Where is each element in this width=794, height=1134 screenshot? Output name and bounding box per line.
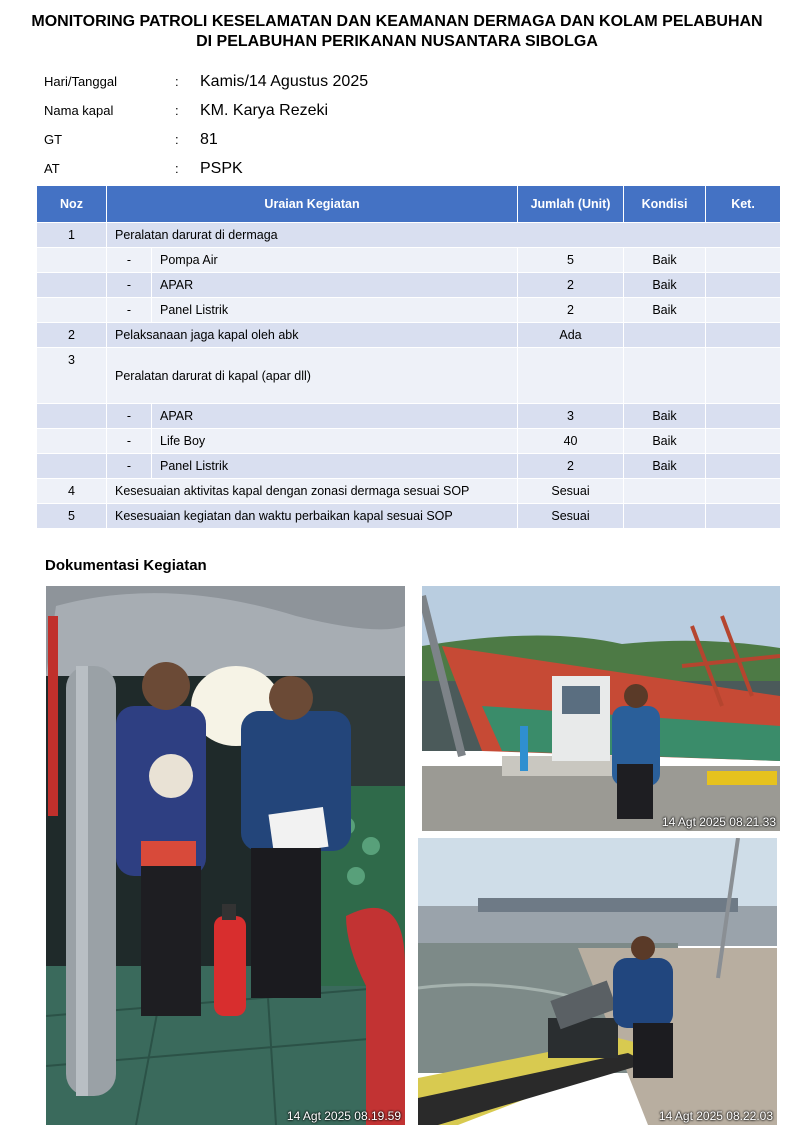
cell-ket (706, 273, 781, 298)
table-row (37, 454, 781, 479)
table-header-row (37, 186, 781, 223)
cell-jumlah: 3 (518, 404, 624, 429)
header-uraian: Uraian Kegiatan (107, 186, 518, 223)
cell-ket (706, 323, 781, 348)
page-title (20, 12, 774, 52)
cell-uraian: Pelaksanaan jaga kapal oleh abk (107, 323, 518, 348)
cell-ket (706, 348, 781, 404)
cell-jumlah: 5 (518, 248, 624, 273)
header-no: Noz (37, 186, 107, 223)
table-row (37, 298, 781, 323)
cell-kondisi: Baik (624, 454, 706, 479)
cell-ket (706, 248, 781, 273)
cell-item: Life Boy (152, 429, 518, 454)
cell-item: Pompa Air (152, 248, 518, 273)
cell-dash: - (107, 454, 152, 479)
meta-colon: : (175, 103, 179, 118)
cell-jumlah: Ada (518, 323, 624, 348)
table-row (37, 323, 781, 348)
cell-jumlah: Sesuai (518, 504, 624, 529)
table-row (37, 248, 781, 273)
cell-jumlah: 2 (518, 273, 624, 298)
cell-no (37, 248, 107, 273)
table-row (37, 504, 781, 529)
monitoring-table (36, 185, 781, 529)
photo-harbor-basin-image (418, 838, 777, 1125)
meta-colon: : (175, 161, 179, 176)
cell-no: 4 (37, 479, 107, 504)
cell-uraian: Peralatan darurat di dermaga (107, 223, 781, 248)
meta-label: AT (44, 161, 60, 176)
cell-item: APAR (152, 404, 518, 429)
cell-no (37, 429, 107, 454)
cell-item: Panel Listrik (152, 298, 518, 323)
cell-no: 2 (37, 323, 107, 348)
meta-row-gt (44, 125, 544, 154)
cell-kondisi: Baik (624, 273, 706, 298)
photo-timestamp: 14 Agt 2025 08.19.59 (286, 1109, 401, 1123)
meta-value: PSPK (200, 159, 243, 177)
cell-kondisi: Baik (624, 298, 706, 323)
meta-label: Nama kapal (44, 103, 114, 118)
photo-dock-panel-image (422, 586, 780, 831)
cell-no: 1 (37, 223, 107, 248)
cell-kondisi (624, 348, 706, 404)
cell-no (37, 273, 107, 298)
meta-value: Kamis/14 Agustus 2025 (200, 72, 369, 90)
cell-jumlah (518, 348, 624, 404)
header-kondisi: Kondisi (624, 186, 706, 223)
cell-jumlah: 40 (518, 429, 624, 454)
cell-item: APAR (152, 273, 518, 298)
table-row (37, 348, 781, 404)
meta-colon: : (175, 74, 179, 89)
meta-row-ship (44, 96, 544, 125)
photo-dock-panel (422, 586, 780, 831)
photo-harbor-basin (418, 838, 777, 1125)
meta-section (44, 67, 544, 183)
photo-engine-room (46, 586, 405, 1125)
cell-ket (706, 454, 781, 479)
meta-label: GT (44, 132, 63, 147)
cell-dash: - (107, 298, 152, 323)
table-row (37, 273, 781, 298)
documentation-title: Dokumentasi Kegiatan (45, 557, 207, 574)
table-row (37, 429, 781, 454)
photo-timestamp: 14 Agt 2025 08.21.33 (661, 815, 776, 829)
cell-uraian: Kesesuaian kegiatan dan waktu perbaikan kapal sesuai SOP (107, 504, 518, 529)
cell-dash: - (107, 429, 152, 454)
cell-kondisi (624, 323, 706, 348)
meta-row-date (44, 67, 544, 96)
meta-label: Hari/Tanggal (44, 74, 117, 89)
cell-jumlah: 2 (518, 298, 624, 323)
cell-ket (706, 429, 781, 454)
photo-engine-room-image (46, 586, 405, 1125)
cell-ket (706, 504, 781, 529)
cell-no (37, 404, 107, 429)
table-row (37, 404, 781, 429)
cell-jumlah: 2 (518, 454, 624, 479)
cell-uraian: Peralatan darurat di kapal (apar dll) (107, 348, 518, 404)
cell-no: 5 (37, 504, 107, 529)
cell-kondisi (624, 479, 706, 504)
cell-no (37, 454, 107, 479)
cell-dash: - (107, 404, 152, 429)
cell-item: Panel Listrik (152, 454, 518, 479)
cell-jumlah: Sesuai (518, 479, 624, 504)
cell-ket (706, 298, 781, 323)
title-line-2: DI PELABUHAN PERIKANAN NUSANTARA SIBOLGA (196, 33, 598, 50)
cell-ket (706, 479, 781, 504)
table-row (37, 223, 781, 248)
cell-no: 3 (37, 348, 107, 404)
cell-ket (706, 404, 781, 429)
header-ket: Ket. (706, 186, 781, 223)
table-row (37, 479, 781, 504)
cell-no (37, 298, 107, 323)
cell-dash: - (107, 248, 152, 273)
meta-colon: : (175, 132, 179, 147)
header-jumlah: Jumlah (Unit) (518, 186, 624, 223)
meta-value: 81 (200, 130, 218, 148)
cell-uraian: Kesesuaian aktivitas kapal dengan zonasi dermaga sesuai SOP (107, 479, 518, 504)
meta-row-at (44, 154, 544, 183)
cell-kondisi: Baik (624, 429, 706, 454)
cell-kondisi (624, 504, 706, 529)
cell-kondisi: Baik (624, 404, 706, 429)
title-line-1: MONITORING PATROLI KESELAMATAN DAN KEAMANAN DERMAGA DAN KOLAM PELABUHAN (31, 13, 763, 30)
cell-dash: - (107, 273, 152, 298)
cell-kondisi: Baik (624, 248, 706, 273)
photo-timestamp: 14 Agt 2025 08.22.03 (658, 1109, 773, 1123)
meta-value: KM. Karya Rezeki (200, 101, 329, 119)
